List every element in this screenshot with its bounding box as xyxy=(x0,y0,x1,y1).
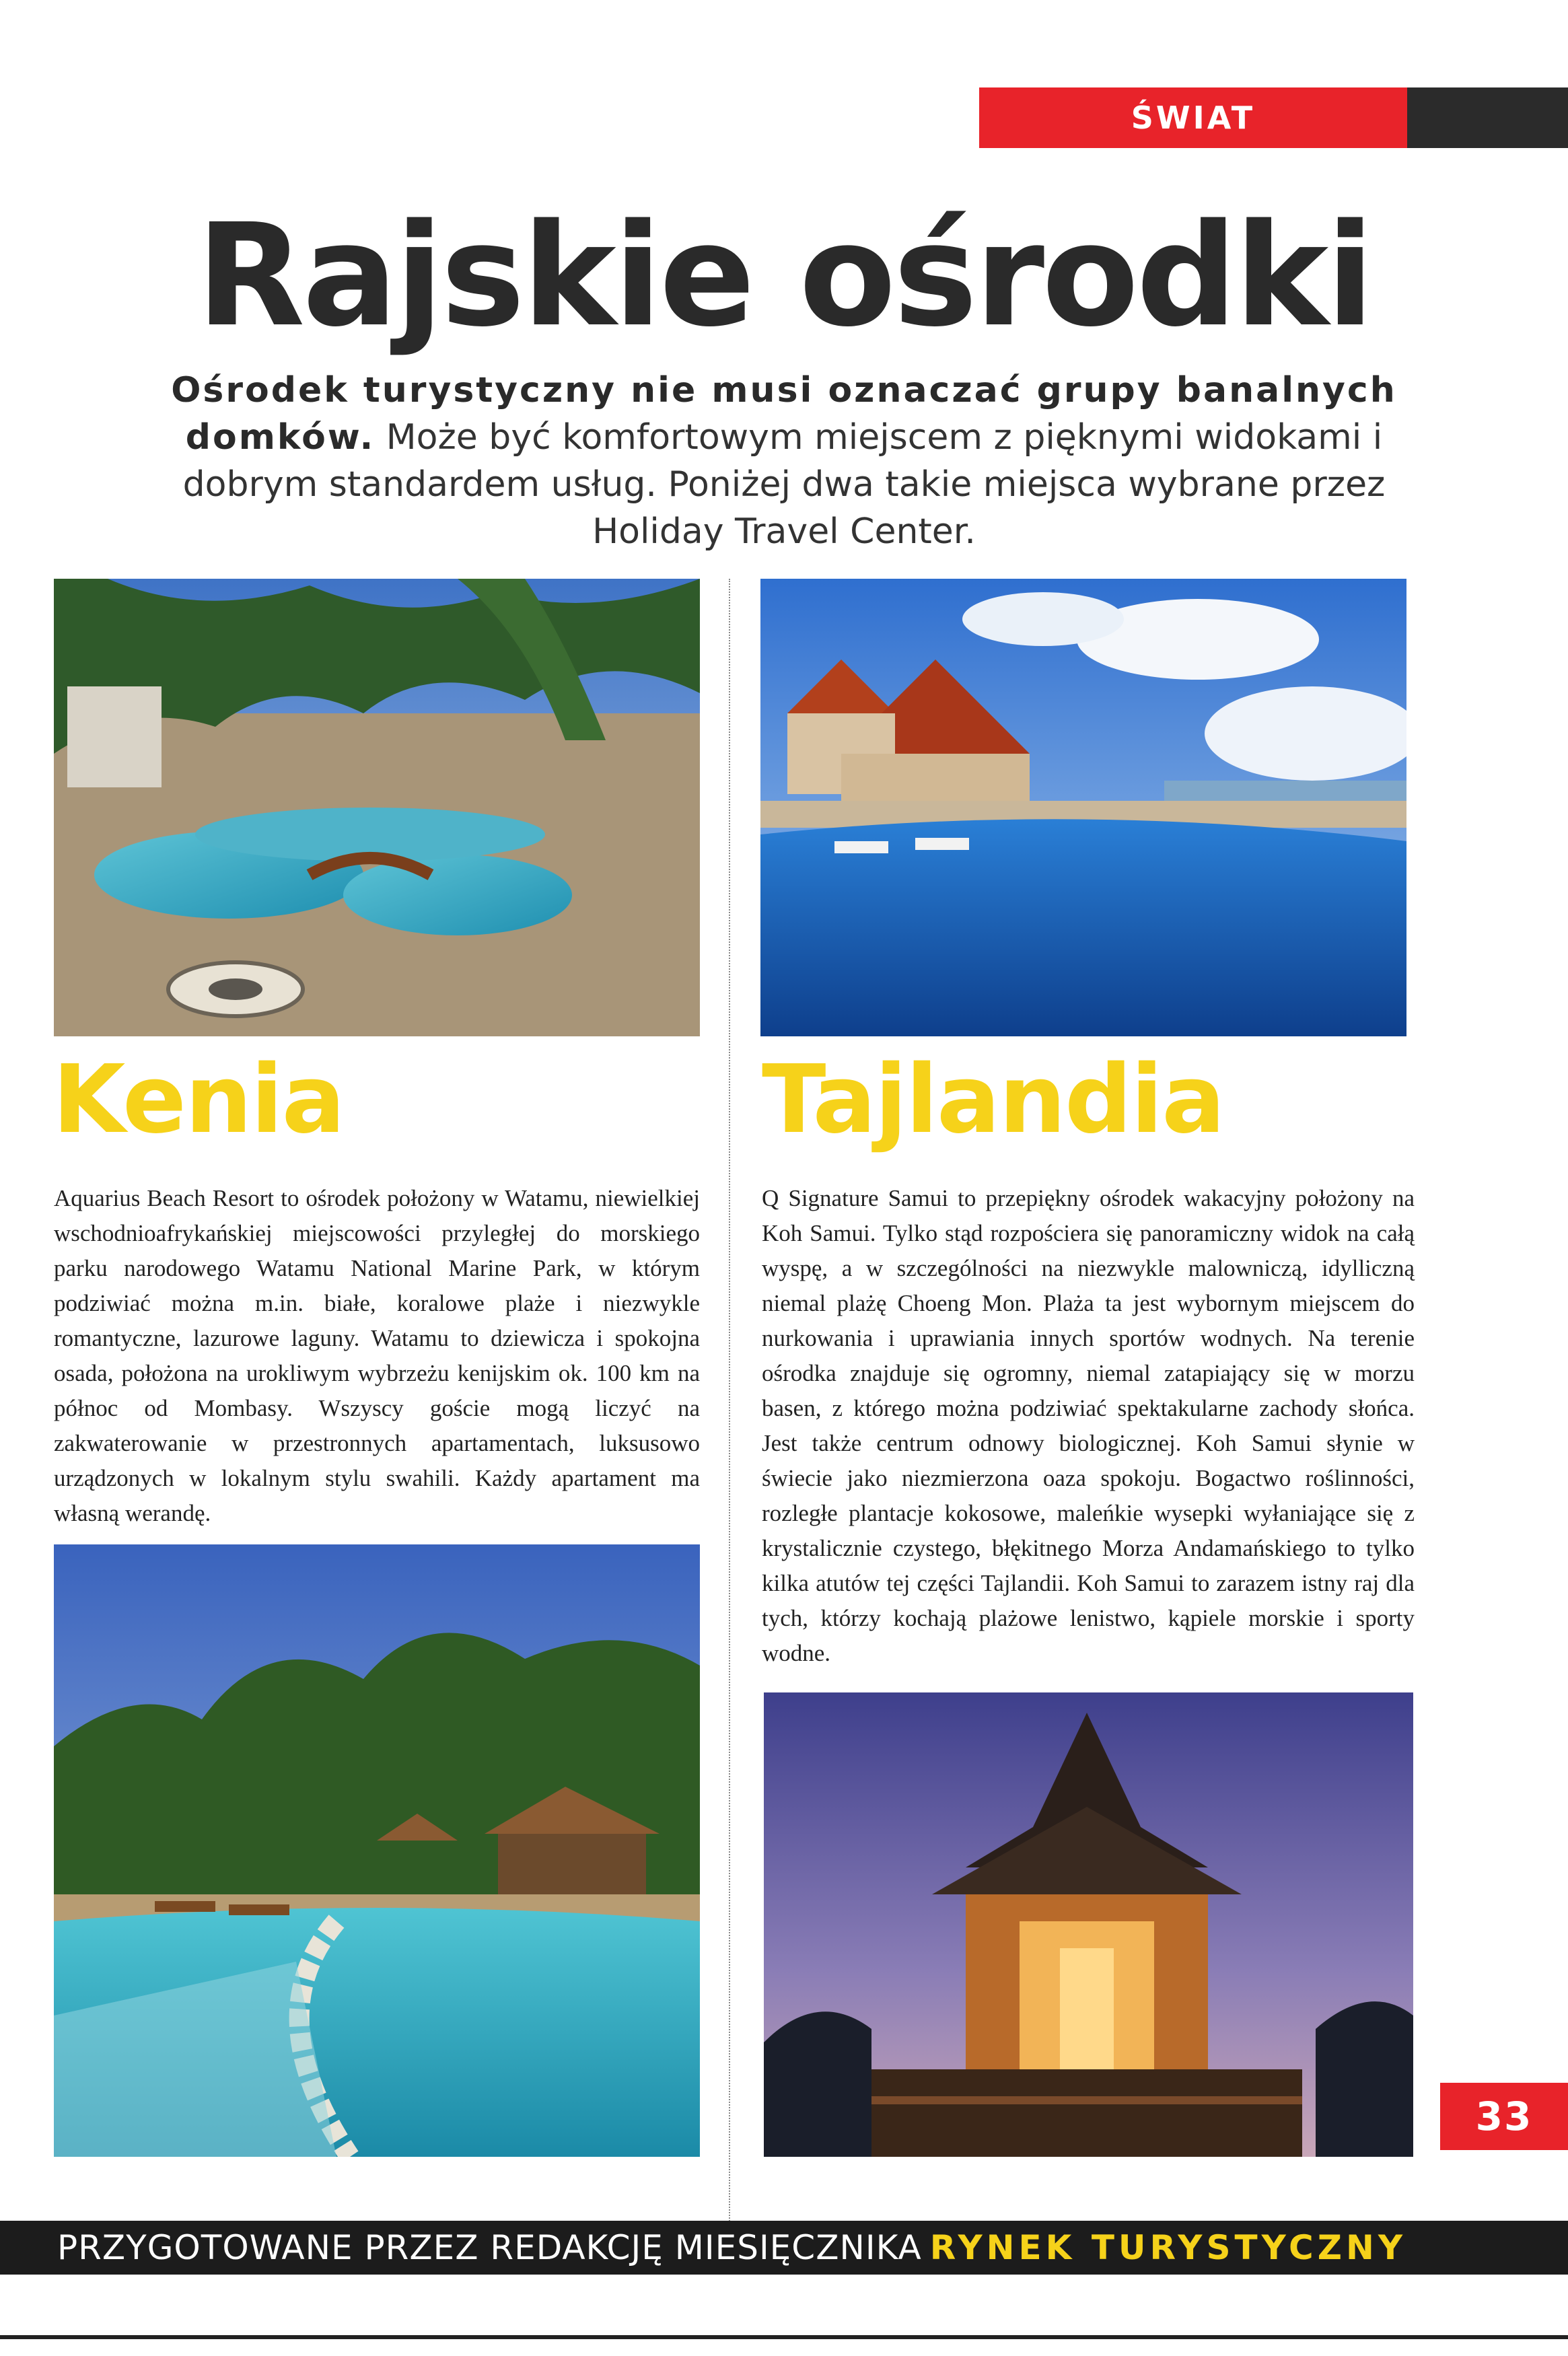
lead-rest: Może być komfortowym miejscem z pięknymi widokami i dobrym standardem usług. Poniżej dwa takie miejsca wybrane przez Holiday Travel Center. xyxy=(182,417,1386,552)
lead-bold: Ośrodek turystyczny nie musi oznaczać grupy banalnych domków. xyxy=(171,370,1397,458)
footer-band xyxy=(0,2221,1568,2275)
column-divider xyxy=(729,579,730,2234)
kenia-resort-photo xyxy=(54,1544,700,2157)
kenia-pool-photo xyxy=(54,579,700,1036)
tajlandia-pavilion-photo xyxy=(764,1692,1413,2157)
section-tag xyxy=(979,87,1406,148)
tajlandia-body: Q Signature Samui to przepiękny ośrodek wakacyjny położony na Koh Samui. Tylko stąd rozpościera się panoramiczny widok na całą wyspę, a w szczególności na niezwykle malowniczą, idylliczną niemal plażę Choeng Mon. Plaża ta jest wybornym miejscem do nurkowania i uprawiania innych sportów wodnych. Na terenie ośrodka znajduje się ogromny, niemal zatapiający się w morzu basen, z którego można podziwiać spektakularne zachody słońca. Jest także centrum odnowy biologicznej. Koh Samui słynie w świecie jako niezmierzona oaza spokoju. Bogactwo roślinności, rozległe plantacje kokosowe, maleńkie wysepki wyłaniające się z krystalicznie czystego, błękitnego Morza Andamańskiego to tylko kilka atutów tej części Tajlandii. Koh Samui to zarazem istny raj dla tych, którzy kochają plażowe lenistwo, kąpiele morskie i sporty wodne. xyxy=(762,1185,1415,1666)
tajlandia-heading: Tajlandia xyxy=(762,1045,1224,1155)
page-number: 33 xyxy=(1440,2083,1568,2150)
section-label: ŚWIAT xyxy=(979,87,1407,148)
article-lead xyxy=(135,367,1433,555)
footer-magazine-name: RYNEK TURYSTYCZNY xyxy=(929,2228,1407,2267)
bottom-rule xyxy=(0,2335,1568,2339)
footer-prefix: PRZYGOTOWANE PRZEZ REDAKCJĘ MIESIĘCZNIKA xyxy=(57,2228,922,2267)
article-title: Rajskie ośrodki xyxy=(196,193,1372,358)
tajlandia-pool-photo xyxy=(760,579,1406,1036)
kenia-heading: Kenia xyxy=(52,1045,345,1155)
kenia-body: Aquarius Beach Resort to ośrodek położony w Watamu, niewielkiej wschodnioafrykańskiej miejscowości przyległej do morskiego parku narodowego Watamu National Marine Park, w którym podziwiać można m.in. białe, koralowe plaże i niezwykle romantyczne, lazurowe laguny. Watamu to dziewicza i spokojna osada, położona na urokliwym wybrzeżu kenijskim ok. 100 km na północ od Mombasy. Wszyscy goście mogą liczyć na zakwaterowanie w przestronnych apartamentach, luksusowo urządzonych w lokalnym stylu swahili. Każdy apartament ma własną werandę. xyxy=(54,1185,700,1526)
section-tag-dark-block xyxy=(1407,87,1568,148)
